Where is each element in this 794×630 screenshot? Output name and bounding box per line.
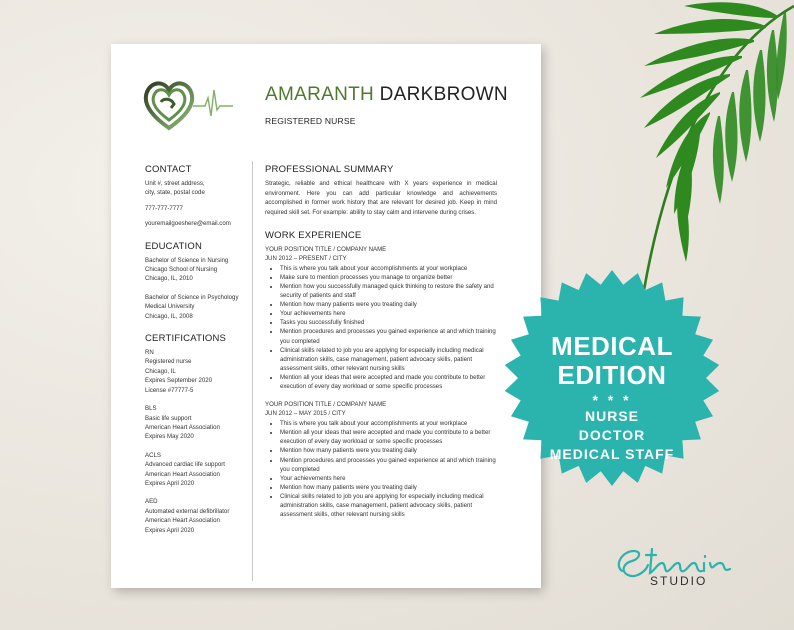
badge-line-1: MEDICAL [551,331,673,361]
email: youremailgoeshere@email.com [145,220,231,228]
badge-line-2: EDITION [557,360,667,390]
job-bullets [265,419,497,519]
cert-line: Automated external defibrillator [145,507,230,515]
cert-line: Expires May 2020 [145,433,194,441]
studio-label: STUDIO [650,574,708,588]
edu-place: Chicago, IL, 2010 [145,275,193,283]
edu-place: Chicago, IL, 2008 [145,312,193,320]
list-item: • This is where you talk about your accomplishments at your workplace [280,264,497,273]
list-item: • Mention procedures and processes you gained experience at and which training you completed [280,456,497,474]
column-divider [252,161,253,581]
contact-heading: CONTACT [145,164,192,175]
resume-page [111,44,541,588]
cert-line: Advanced cardiac life support [145,461,225,469]
cert-line: American Heart Association [145,423,220,431]
badge-text [503,269,721,487]
badge-item-3: MEDICAL STAFF [549,446,675,462]
cert-line: Registered nurse [145,358,192,366]
address-line-2: city, state, postal code [145,189,205,197]
badge-stars: * * * [592,392,632,408]
job-dates: JUN 2012 – PRESENT / CITY [265,254,347,262]
list-item: • Mention all your ideas that were accepted and made you contribute to a better execution of every day workload or some specific processes [280,428,497,446]
job-role: REGISTERED NURSE [265,116,356,126]
badge-item-2: DOCTOR [578,427,646,443]
heart-pulse-logo-icon [141,76,233,134]
list-item: • Mention all your ideas that were accepted and made you contribute to better execution of every day workload or some specific processes [280,373,497,391]
list-item: • Your achievements here [280,309,497,318]
summary-text: Strategic, reliable and ethical healthcare with X years experience in medical environment. Here you can add particular knowledge and achievements accomplished in former work history that are relevant for desired job. Keep in mind required skill set. For example: ability to stay calm and intervene during crises. [265,180,497,217]
cert-line: RN [145,349,154,357]
list-item: • Clinical skills related to job you are applying for especially including medical administration skills, case management, patient advocacy skills, patient assessment skills, other relevant nursing skills [280,492,497,519]
address-line-1: Unit #, street address, [145,180,205,187]
edu-school: Chicago School of Nursing [145,266,218,274]
job-bullets [265,264,497,391]
name-first: AMARANTH [265,84,375,105]
list-item: • Mention how you successfully managed quick thinking to restore the safety and security of patients and staff [280,282,497,300]
list-item: • Make sure to mention processes you manage to organize better [280,273,497,282]
list-item: • Mention procedures and processes you gained experience at and which training you completed [280,327,497,345]
candidate-name [265,84,508,106]
list-item: • Mention how many patients were you treating daily [280,483,497,492]
cert-line: Chicago, IL [145,367,176,375]
summary-heading: PROFESSIONAL SUMMARY [265,164,394,175]
cert-line: Expires April 2020 [145,479,195,487]
experience-heading: WORK EXPERIENCE [265,229,362,241]
cert-line: American Heart Association [145,470,220,478]
list-item: • This is where you talk about your accomplishments at your workplace [280,419,497,428]
job-dates: JUN 2012 – MAY 2015 / CITY [265,410,346,418]
list-item: • Mention how many patients were you treating daily [280,446,497,455]
cert-line: ACLS [145,451,161,459]
phone: 777-777-7777 [145,204,183,212]
name-last: DARKBROWN [379,84,508,105]
cert-line: AED [145,498,158,506]
certifications-heading: CERTIFICATIONS [145,333,227,345]
cert-line: American Heart Association [145,517,220,525]
cert-line: Basic life support [145,414,192,422]
cert-line: Expires September 2020 [145,377,213,385]
job-title: YOUR POSITION TITLE / COMPANY NAME [265,245,387,253]
list-item: • Tasks you successfully finished [280,318,497,327]
edu-school: Medical University [145,303,195,311]
education-heading: EDUCATION [145,240,203,252]
list-item: • Your achievements here [280,474,497,483]
edu-degree: Bachelor of Science in Psychology [145,293,239,301]
job-title: YOUR POSITION TITLE / COMPANY NAME [265,401,387,409]
list-item: • Mention how many patients were you treating daily [280,300,497,309]
cert-line: License #77777-5 [145,386,194,394]
cert-line: Expires April 2020 [145,526,195,534]
palm-leaf-icon [534,0,794,300]
right-column [265,164,497,519]
edu-degree: Bachelor of Science in Nursing [145,256,229,264]
cert-line: BLS [145,405,157,413]
left-column [145,164,245,535]
badge-item-1: NURSE [584,408,639,424]
list-item: • Clinical skills related to job you are applying for especially including medical administration skills, case management, patient advocacy skills, patient assessment skills, other relevant nursing skills [280,346,497,373]
